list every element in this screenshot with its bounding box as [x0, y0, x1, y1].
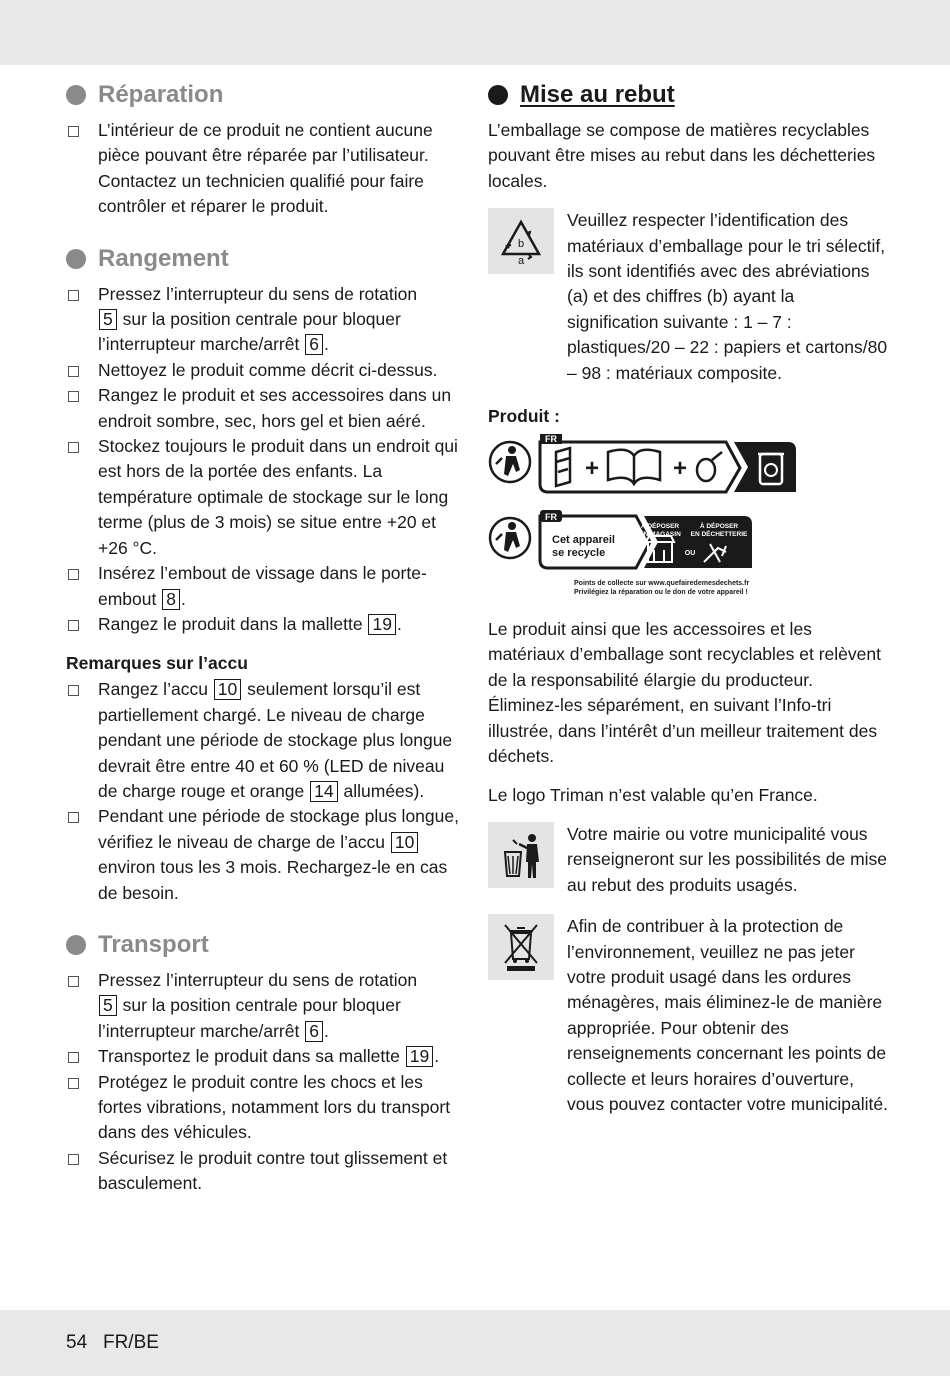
reparation-heading: Réparation	[98, 81, 224, 108]
transport-heading: Transport	[98, 930, 209, 958]
list-item: Insérez l’embout de vissage dans le porte-embout 8 .	[66, 561, 466, 612]
part-number: 6	[305, 1021, 323, 1042]
mairie-row	[488, 822, 888, 898]
mairie-text: Votre mairie ou votre municipalité vous renseigneront sur les possibilités de mise au rebut des produits usagés.	[567, 823, 888, 895]
section-title-mise-au-rebut	[488, 78, 888, 112]
part-number: 6	[305, 334, 323, 355]
svg-text:a: a	[517, 255, 525, 267]
part-number: 8	[162, 589, 180, 610]
left-column	[66, 78, 466, 1197]
recycle-info-row	[488, 208, 888, 386]
list-item: Transportez le produit dans sa mallette 19 .	[66, 1044, 466, 1069]
part-number: 19	[406, 1046, 433, 1067]
svg-text:FR: FR	[545, 434, 557, 445]
produit-label: Produit :	[488, 406, 560, 427]
list-item: Nettoyez le produit comme décrit ci-dessus.	[66, 358, 466, 383]
rangement-list	[66, 282, 466, 638]
list-item: L’intérieur de ce produit ne contient aucune pièce pouvant être réparée par l’utilisateur. Contactez un technicien qualifié pour faire contrôler et réparer le produit.	[66, 118, 466, 220]
bullet-dot-icon	[66, 249, 86, 269]
header-band	[0, 0, 950, 65]
triman-appliance-banner	[540, 510, 752, 596]
svg-text:À DÉPOSEREN DÉCHETTERIE: À DÉPOSER EN DÉCHETTERIE	[690, 523, 748, 539]
bullet-dot-icon	[66, 935, 86, 955]
bullet-dot-icon	[488, 85, 508, 105]
part-number: 14	[310, 781, 337, 802]
svg-text:se recycle: se recycle	[552, 547, 606, 560]
recyclable-text: Le produit ainsi que les accessoires et les matériaux d’emballage sont recyclables et relèvent de la responsabilité élargie du producteur.	[488, 619, 881, 690]
list-item: Rangez le produit dans la mallette 19 .	[66, 612, 466, 637]
svg-text:À DÉPOSEREN MAGASIN: À DÉPOSER EN MAGASIN	[639, 523, 681, 539]
part-number: 5	[99, 309, 117, 330]
trash-person-icon	[488, 822, 554, 888]
page-number: 54	[66, 1332, 88, 1353]
right-column	[488, 78, 888, 1117]
section-title-rangement	[66, 242, 466, 276]
page-footer	[66, 1332, 159, 1354]
language-code: FR/BE	[102, 1332, 159, 1353]
reparation-list	[66, 118, 466, 220]
list-item: Stockez toujours le produit dans un endroit qui est hors de la portée des enfants. La température optimale de stockage sur le long terme (plus de 3 mois) se situe entre +20 et +26 °C.	[66, 434, 466, 561]
triman-validity-text: Le logo Triman n’est valable qu’en France.	[488, 784, 818, 805]
part-number: 5	[99, 995, 117, 1016]
svg-text:Points de collecte sur www.que: Points de collecte sur www.quefairedemesdechets.fr	[574, 580, 750, 588]
part-number: 10	[391, 832, 418, 853]
svg-text:Cet appareil: Cet appareil	[552, 534, 615, 547]
svg-text:b: b	[517, 238, 525, 251]
triman-person-icon	[490, 442, 530, 482]
svg-text:+: +	[584, 455, 600, 483]
recycle-triangle-icon	[488, 208, 554, 274]
list-item: Protégez le produit contre les chocs et les fortes vibrations, notamment lors du transport dans des véhicules.	[66, 1070, 466, 1146]
triman-packaging-banner	[540, 434, 796, 492]
weee-row	[488, 914, 888, 1117]
list-item: Pendant une période de stockage plus longue, vérifiez le niveau de charge de l’accu 10 environ tous les 3 mois. Rechargez-le en cas de besoin.	[66, 804, 466, 906]
crossed-bin-icon	[488, 914, 554, 980]
list-item: Pressez l’interrupteur du sens de rotation 5 sur la position centrale pour bloquer l’interrupteur marche/arrêt 6 .	[66, 968, 466, 1044]
svg-text:+: +	[672, 455, 688, 483]
section-title-transport	[66, 928, 466, 962]
accu-list	[66, 677, 466, 906]
svg-text:Privilégiez la réparation ou l: Privilégiez la réparation ou le don de votre appareil !	[574, 589, 748, 597]
list-item: Pressez l’interrupteur du sens de rotation 5 sur la position centrale pour bloquer l’interrupteur marche/arrêt 6 .	[66, 282, 466, 358]
list-item: Sécurisez le produit contre tout glissement et basculement.	[66, 1146, 466, 1197]
list-item: Rangez le produit et ses accessoires dans un endroit sombre, sec, hors gel et bien aéré.	[66, 383, 466, 434]
accu-subheading: Remarques sur l’accu	[66, 653, 248, 674]
svg-text:OU: OU	[684, 550, 696, 558]
rangement-heading: Rangement	[98, 244, 229, 272]
recycle-info-text: Veuillez respecter l’identification des matériaux d’emballage pour le tri sélectif, ils sont identifiés avec des abréviations (a) et des chiffres (b) ayant la signification suivante : 1 – 7 : plastiques/20 – 22 : papiers et cartons/80 – 98 : matériaux composite.	[567, 210, 888, 383]
svg-text:FR: FR	[545, 512, 557, 523]
bullet-dot-icon	[66, 85, 86, 105]
part-number: 10	[214, 679, 241, 700]
weee-text: Afin de contribuer à la protection de l’environnement, veuillez ne pas jeter votre produit usagé dans les ordures ménagères, mais éliminez-le de manière appropriée. Pour obtenir des renseignements concernant les points de collecte et leurs horaires d’ouverture, vous pouvez contacter votre municipalité.	[567, 916, 888, 1114]
triman-person-icon-2	[490, 518, 530, 558]
transport-list	[66, 968, 466, 1197]
section-title-reparation	[66, 78, 466, 112]
triman-logo	[488, 434, 888, 609]
mise-au-rebut-heading: Mise au rebut	[520, 81, 675, 108]
sort-text: Éliminez-les séparément, en suivant l’Info-tri illustrée, dans l’intérêt d’un meilleur traitement des déchets.	[488, 695, 878, 767]
part-number: 19	[368, 614, 395, 635]
list-item: Rangez l’accu 10 seulement lorsqu’il est partiellement chargé. Le niveau de charge pendant une période de stockage plus longue devrait être entre 40 et 60 % (LED de niveau de charge rouge et orange 14 allumées).	[66, 677, 466, 804]
intro-text: L’emballage se compose de matières recyclables pouvant être mises au rebut dans les déchetteries locales.	[488, 120, 876, 191]
